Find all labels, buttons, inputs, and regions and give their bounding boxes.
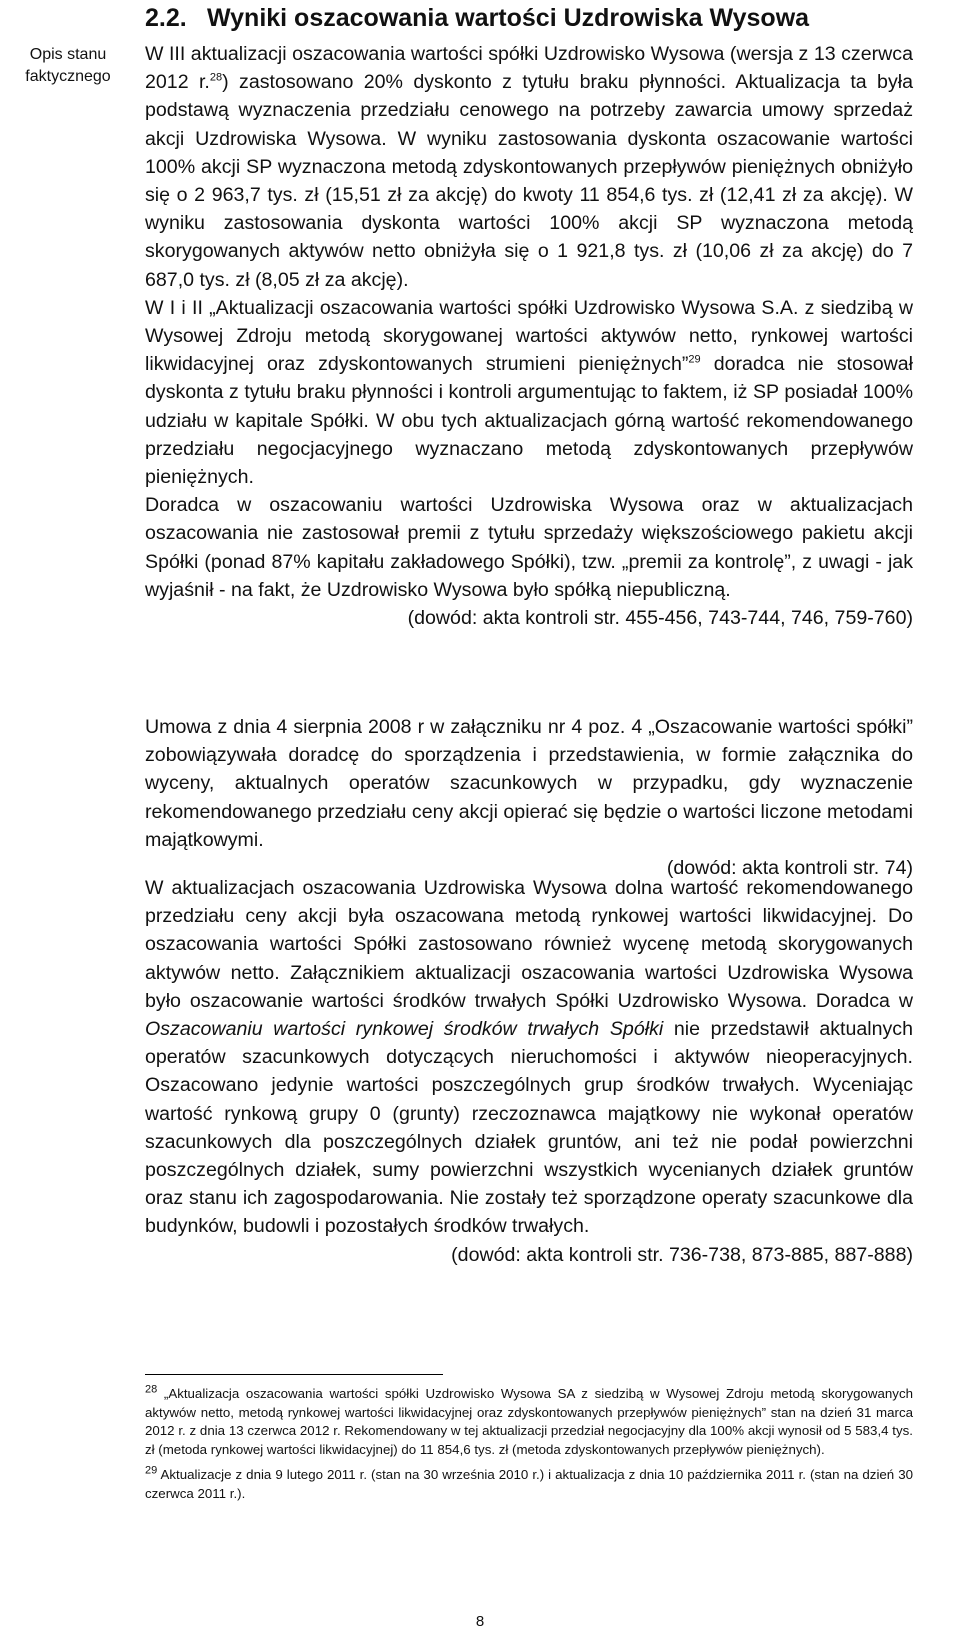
paragraph-text: W III aktualizacji oszacowania wartości spółki Uzdrowisko Wysowa (wersja z 13 czerwca 2012 r. — [145, 43, 913, 94]
content-block-2 — [145, 713, 913, 882]
paragraph-discount — [145, 40, 913, 294]
footnote-number: 29 — [145, 1464, 158, 1477]
footnote-number: 28 — [145, 1383, 158, 1396]
paragraph-text: nie przedstawił aktualnych operatów szacunkowych dotyczących nieruchomości i aktywów nieoperacyjnych. Oszacowano jedynie wartości poszczególnych grup środków trwałych. Wyceniając wartość rynkową grupy 0 (grunty) rzeczoznawca majątkowy nie wykonał operatów szacunkowych dla poszczególnych działek gruntów, ani też nie podał powierzchni poszczególnych działek, sumy powierzchni wszystkich wycenianych działek gruntów oraz stanu ich zagospodarowania. Nie zostały też sporządzone operaty szacunkowe dla budynków, budowli i pozostałych środków trwałych. — [145, 1018, 913, 1238]
evidence-note: (dowód: akta kontroli str. 74) — [666, 857, 913, 880]
page-number: 8 — [475, 1613, 485, 1630]
footnote-28 — [145, 1385, 913, 1459]
section-number: 2.2. — [145, 4, 187, 32]
italic-title: Oszacowaniu wartości rynkowej środków trwałych Spółki — [145, 1018, 664, 1041]
paragraph-updates — [145, 294, 913, 491]
content-block-3 — [145, 874, 913, 1269]
footnote-29 — [145, 1466, 913, 1503]
paragraph-text: W I i II „Aktualizacji oszacowania wartości spółki Uzdrowisko Wysowa S.A. z siedzibą w Wysowej Zdroju metodą skorygowanej wartości aktywów netto, rynkowej wartości likwidacyjnej oraz zdyskontowanych strumieni pieniężnych” — [145, 296, 913, 376]
paragraph-control-premium: Doradca w oszacowaniu wartości Uzdrowiska Wysowa oraz w aktualizacjach oszacowania nie zastosował premii z tytułu sprzedaży większościowego pakietu akcji Spółki (ponad 87% kapitału zakładowego Spółki), tzw. „premii za kontrolę”, z uwagi - jak wyjaśnił - na fakt, że Uzdrowisko Wysowa było spółką niepubliczną. — [145, 494, 913, 601]
footnote-text: Aktualizacje z dnia 9 lutego 2011 r. (stan na 30 września 2010 r.) i aktualizacja z dnia 10 października 2011 r. (stan na dzień 30 czerwca 2011 r.). — [145, 1467, 913, 1501]
section-title: Wyniki oszacowania wartości Uzdrowiska Wysowa — [207, 4, 810, 32]
footnotes — [145, 1385, 913, 1511]
footnote-ref-29: 29 — [688, 353, 701, 366]
content-block-1 — [145, 40, 913, 632]
paragraph-agreement: Umowa z dnia 4 sierpnia 2008 r w załączniku nr 4 poz. 4 „Oszacowanie wartości spółki” zobowiązywała doradcę do sporządzenia i przedstawienia, w formie załącznika do wyceny, aktualnych operatów szacunkowych w przypadku, gdy wyznaczenie rekomendowanego przedziału ceny akcji opierać się będzie o wartości liczone metodami majątkowymi. — [145, 716, 913, 851]
footnote-separator — [145, 1374, 443, 1375]
paragraph-text: ) zastosowano 20% dyskonto z tytułu braku płynności. Aktualizacja ta była podstawą wyznaczenia przedziału cenowego na potrzeby zawarcia umowy sprzedaż akcji Uzdrowiska Wysowa. W wyniku zastosowania dyskonta oszacowanie wartości 100% akcji SP wyznaczona metodą zdyskontowanych przepływów pieniężnych obniżyło się o 2 963,7 tys. zł (15,51 zł za akcję) do kwoty 11 854,6 tys. zł (12,41 zł za akcję). W wyniku zastosowania dyskonta wartości 100% akcji SP wyznaczona metodą skorygowanych aktywów netto obniżyła się o 1 921,8 tys. zł (10,06 zł za akcję) do 7 687,0 tys. zł (8,05 zł za akcję). — [145, 71, 913, 291]
section-heading — [145, 2, 925, 34]
footnote-text: „Aktualizacja oszacowania wartości spółki Uzdrowisko Wysowa SA z siedzibą w Wysowej Zdroju metodą skorygowanych aktywów netto, metodą rynkowej wartości likwidacyjnej oraz zdyskontowanych przepływów pieniężnych” stan na dzień 31 marca 2012 r. z dnia 13 czerwca 2012 r. Rekomendowany w tej aktualizacji przedział negocjacyjny dla 100% akcji wynosił od 5 583,4 tys. zł (metoda rynkowej wartości likwidacyjnej) do 11 854,6 tys. zł (metoda zdyskontowanych przepływów pieniężnych). — [145, 1386, 913, 1457]
paragraph-valuation-method — [145, 874, 913, 1241]
paragraph-text: W aktualizacjach oszacowania Uzdrowiska Wysowa dolna wartość rekomendowanego przedziału ceny akcji była oszacowana metodą rynkowej wartości likwidacyjnej. Do oszacowania wartości Spółki zastosowano również wycenę metodą skorygowanych aktywów netto. Załącznikiem aktualizacji oszacowania wartości Uzdrowiska Wysowa było oszacowanie wartości środków trwałych Spółki Uzdrowisko Wysowa. Doradca w — [145, 877, 913, 1012]
paragraph-text: doradca nie stosował dyskonta z tytułu braku płynności i kontroli argumentując to faktem, iż SP posiadał 100% udziału w kapitale Spółki. W obu tych aktualizacjach górną wartość rekomendowanego przedziału negocjacyjnego wyznaczano metodą zdyskontowanych przepływów pieniężnych. — [145, 353, 913, 489]
evidence-note: (dowód: akta kontroli str. 736-738, 873-885, 887-888) — [451, 1243, 913, 1266]
evidence-note: (dowód: akta kontroli str. 455-456, 743-744, 746, 759-760) — [407, 607, 913, 630]
margin-note: Opis stanu faktycznego — [25, 46, 111, 85]
footnote-ref-28: 28 — [209, 71, 223, 84]
